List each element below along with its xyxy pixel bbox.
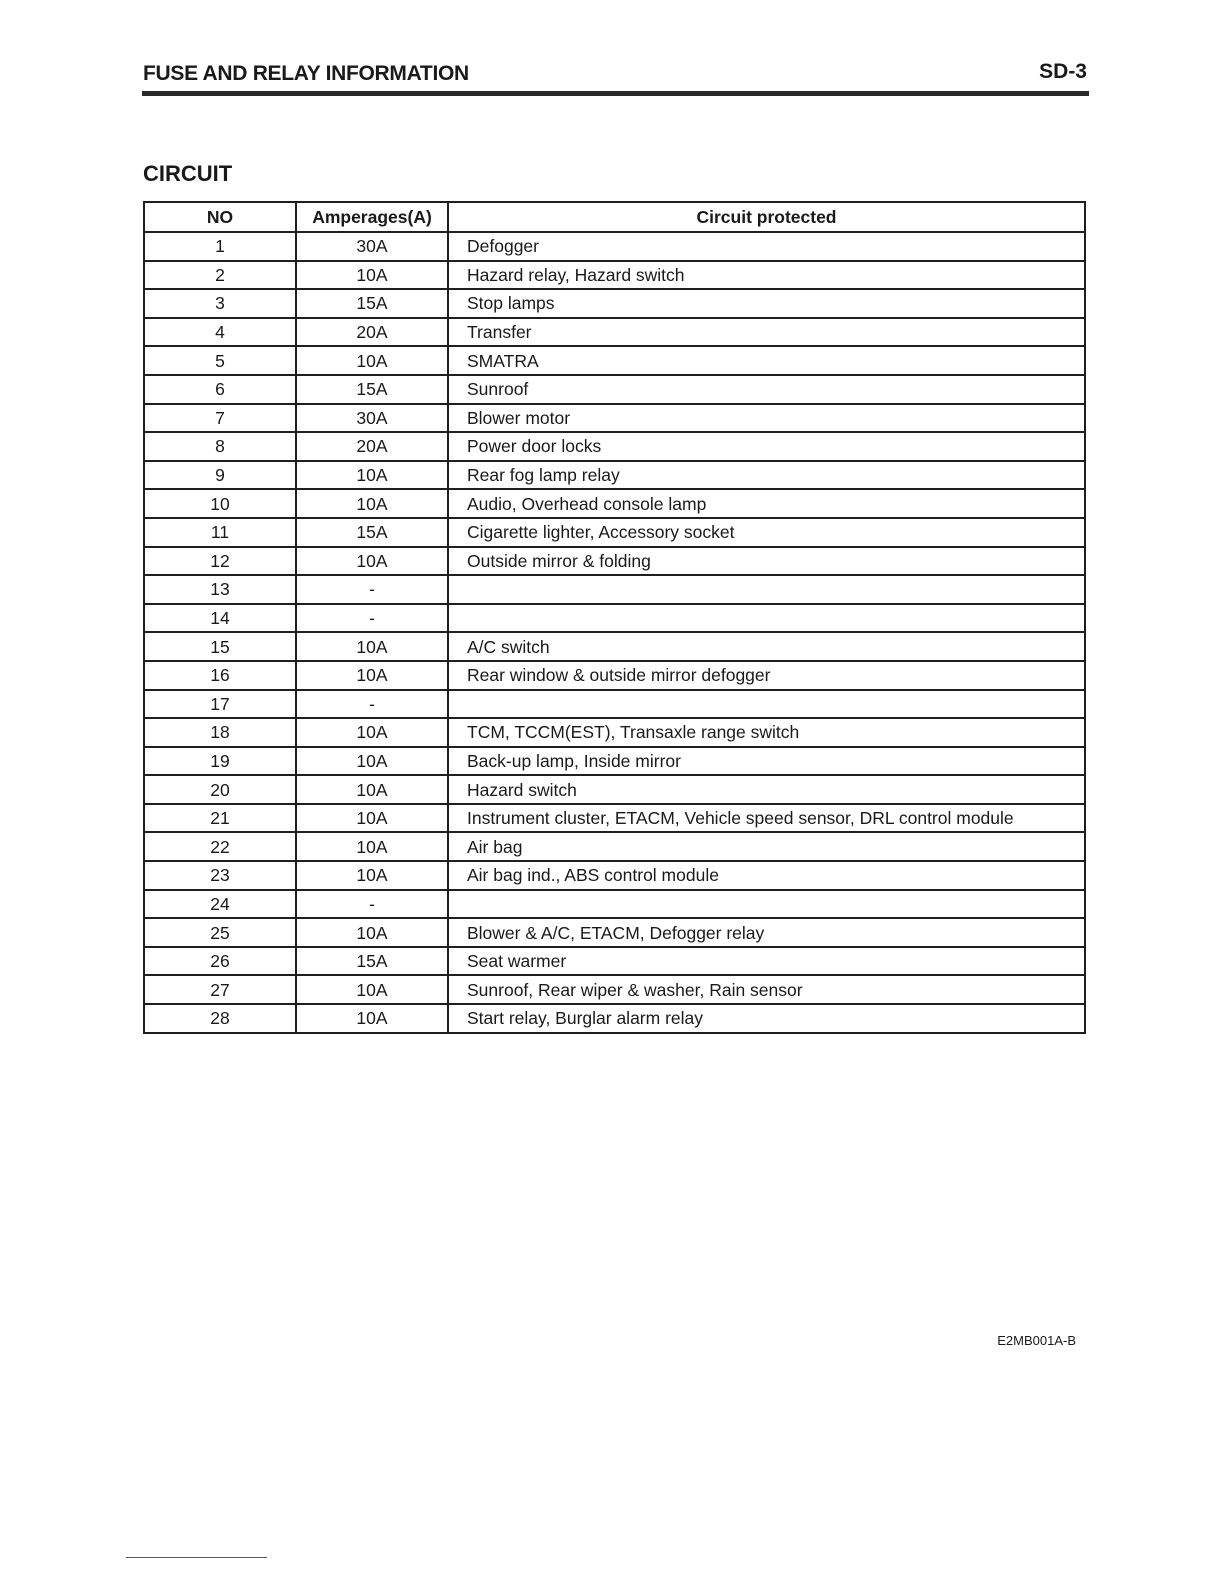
cell-no: 13 <box>144 575 296 604</box>
table-row <box>144 489 1085 518</box>
cell-circuit-protected: Audio, Overhead console lamp <box>448 489 1085 518</box>
cell-circuit-protected <box>448 604 1085 633</box>
table-row <box>144 804 1085 833</box>
cell-no: 12 <box>144 547 296 576</box>
table-row <box>144 718 1085 747</box>
cell-circuit-protected: Air bag <box>448 832 1085 861</box>
cell-amperage: - <box>296 575 448 604</box>
cell-circuit-protected: Air bag ind., ABS control module <box>448 861 1085 890</box>
table-row <box>144 232 1085 261</box>
cell-circuit-protected: Instrument cluster, ETACM, Vehicle speed sensor, DRL control module <box>448 804 1085 833</box>
document-id: E2MB001A-B <box>997 1333 1076 1348</box>
table-row <box>144 947 1085 976</box>
cell-amperage: - <box>296 690 448 719</box>
table-row <box>144 346 1085 375</box>
cell-amperage: 10A <box>296 775 448 804</box>
cell-amperage: 20A <box>296 318 448 347</box>
cell-no: 23 <box>144 861 296 890</box>
table-row <box>144 690 1085 719</box>
column-header-no: NO <box>144 202 296 232</box>
cell-no: 16 <box>144 661 296 690</box>
cell-no: 10 <box>144 489 296 518</box>
table-row <box>144 861 1085 890</box>
cell-no: 26 <box>144 947 296 976</box>
cell-circuit-protected: Cigarette lighter, Accessory socket <box>448 518 1085 547</box>
cell-amperage: 10A <box>296 632 448 661</box>
cell-amperage: 15A <box>296 375 448 404</box>
cell-no: 24 <box>144 890 296 919</box>
cell-amperage: 15A <box>296 518 448 547</box>
cell-amperage: 10A <box>296 1004 448 1033</box>
cell-no: 9 <box>144 461 296 490</box>
cell-no: 2 <box>144 261 296 290</box>
table-row <box>144 975 1085 1004</box>
cell-no: 5 <box>144 346 296 375</box>
cell-circuit-protected: SMATRA <box>448 346 1085 375</box>
cell-amperage: 10A <box>296 661 448 690</box>
table-row <box>144 1004 1085 1033</box>
table-row <box>144 632 1085 661</box>
table-row <box>144 289 1085 318</box>
page-code: SD-3 <box>1039 60 1087 83</box>
table-row <box>144 547 1085 576</box>
table-row <box>144 775 1085 804</box>
cell-no: 8 <box>144 432 296 461</box>
cell-amperage: 10A <box>296 975 448 1004</box>
cell-circuit-protected: Stop lamps <box>448 289 1085 318</box>
cell-no: 19 <box>144 747 296 776</box>
cell-amperage: - <box>296 604 448 633</box>
table-row <box>144 832 1085 861</box>
cell-circuit-protected: Back-up lamp, Inside mirror <box>448 747 1085 776</box>
cell-no: 18 <box>144 718 296 747</box>
cell-circuit-protected: Defogger <box>448 232 1085 261</box>
cell-no: 3 <box>144 289 296 318</box>
table-row <box>144 747 1085 776</box>
bottom-rule <box>126 1557 267 1558</box>
section-title: CIRCUIT <box>143 161 233 186</box>
cell-amperage: 10A <box>296 547 448 576</box>
cell-amperage: 30A <box>296 232 448 261</box>
cell-circuit-protected <box>448 575 1085 604</box>
table-row <box>144 518 1085 547</box>
cell-circuit-protected: Sunroof <box>448 375 1085 404</box>
cell-no: 17 <box>144 690 296 719</box>
table-row <box>144 461 1085 490</box>
cell-circuit-protected: Hazard switch <box>448 775 1085 804</box>
cell-circuit-protected: Sunroof, Rear wiper & washer, Rain sensor <box>448 975 1085 1004</box>
cell-no: 14 <box>144 604 296 633</box>
cell-amperage: 30A <box>296 404 448 433</box>
cell-circuit-protected: Hazard relay, Hazard switch <box>448 261 1085 290</box>
cell-circuit-protected: Power door locks <box>448 432 1085 461</box>
header-divider <box>142 91 1089 96</box>
cell-no: 22 <box>144 832 296 861</box>
cell-no: 4 <box>144 318 296 347</box>
table-row <box>144 575 1085 604</box>
cell-amperage: 10A <box>296 918 448 947</box>
cell-circuit-protected: A/C switch <box>448 632 1085 661</box>
cell-amperage: 10A <box>296 461 448 490</box>
cell-amperage: 10A <box>296 346 448 375</box>
cell-no: 20 <box>144 775 296 804</box>
cell-amperage: 15A <box>296 947 448 976</box>
table-row <box>144 604 1085 633</box>
table-row <box>144 918 1085 947</box>
cell-amperage: 10A <box>296 261 448 290</box>
cell-amperage: 10A <box>296 861 448 890</box>
cell-no: 1 <box>144 232 296 261</box>
cell-no: 7 <box>144 404 296 433</box>
cell-circuit-protected: Outside mirror & folding <box>448 547 1085 576</box>
table-row <box>144 661 1085 690</box>
table-row <box>144 404 1085 433</box>
cell-circuit-protected: TCM, TCCM(EST), Transaxle range switch <box>448 718 1085 747</box>
table-row <box>144 318 1085 347</box>
table-body <box>144 232 1085 1033</box>
column-header-amperages: Amperages(A) <box>296 202 448 232</box>
cell-no: 15 <box>144 632 296 661</box>
table-row <box>144 261 1085 290</box>
cell-circuit-protected: Start relay, Burglar alarm relay <box>448 1004 1085 1033</box>
table-row <box>144 890 1085 919</box>
circuit-table <box>143 201 1086 1034</box>
cell-circuit-protected: Seat warmer <box>448 947 1085 976</box>
table-row <box>144 432 1085 461</box>
cell-no: 27 <box>144 975 296 1004</box>
cell-circuit-protected: Blower & A/C, ETACM, Defogger relay <box>448 918 1085 947</box>
cell-circuit-protected <box>448 890 1085 919</box>
cell-no: 21 <box>144 804 296 833</box>
cell-amperage: - <box>296 890 448 919</box>
cell-amperage: 15A <box>296 289 448 318</box>
cell-no: 28 <box>144 1004 296 1033</box>
cell-amperage: 20A <box>296 432 448 461</box>
cell-amperage: 10A <box>296 718 448 747</box>
cell-amperage: 10A <box>296 747 448 776</box>
page-header-title: FUSE AND RELAY INFORMATION <box>143 62 469 85</box>
cell-circuit-protected: Blower motor <box>448 404 1085 433</box>
cell-amperage: 10A <box>296 489 448 518</box>
cell-circuit-protected: Rear window & outside mirror defogger <box>448 661 1085 690</box>
cell-circuit-protected: Transfer <box>448 318 1085 347</box>
cell-amperage: 10A <box>296 832 448 861</box>
table-row <box>144 375 1085 404</box>
column-header-circuit-protected: Circuit protected <box>448 202 1085 232</box>
cell-amperage: 10A <box>296 804 448 833</box>
cell-no: 6 <box>144 375 296 404</box>
cell-circuit-protected: Rear fog lamp relay <box>448 461 1085 490</box>
table-header-row <box>144 202 1085 232</box>
cell-no: 25 <box>144 918 296 947</box>
cell-circuit-protected <box>448 690 1085 719</box>
cell-no: 11 <box>144 518 296 547</box>
